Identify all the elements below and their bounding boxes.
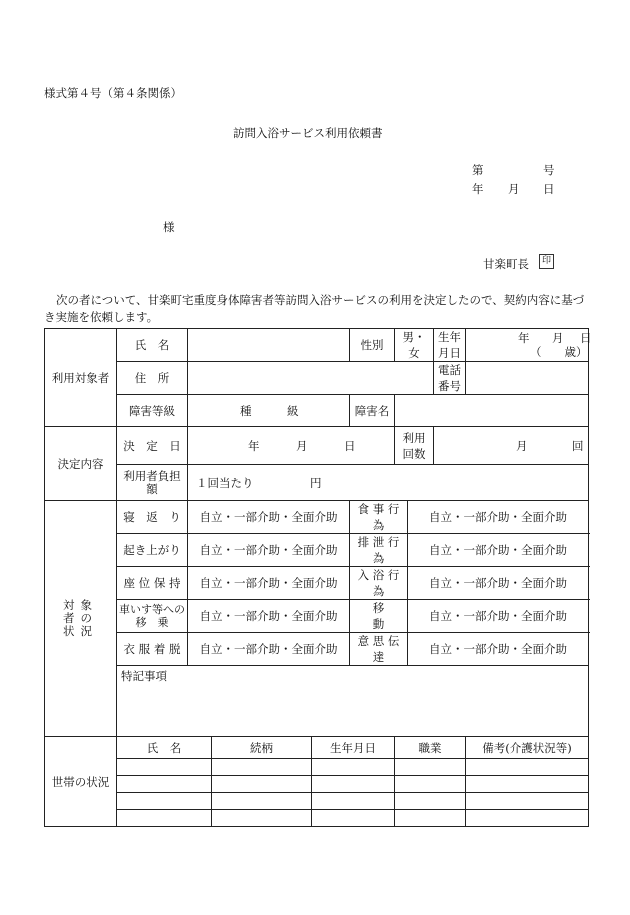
disability-name-label: 障害名	[350, 395, 395, 427]
status-label-a: 衣 服 着 脱	[117, 633, 188, 666]
usage-count-field[interactable]	[434, 427, 589, 465]
name-label: 氏 名	[117, 329, 188, 362]
addressee: 様	[163, 220, 175, 234]
status-label-a: 車いす等への 移 乗	[117, 600, 188, 633]
dec-day: 日	[344, 439, 356, 453]
status-value-b[interactable]: 自立・一部介助・全面介助	[408, 633, 589, 666]
address-label: 住 所	[117, 362, 188, 395]
household-header-job: 職業	[395, 737, 466, 759]
status-value-b[interactable]: 自立・一部介助・全面介助	[408, 567, 589, 600]
dec-month: 月	[296, 439, 308, 453]
status-label-b: 移 動	[350, 600, 408, 633]
household-cell[interactable]	[395, 776, 466, 793]
status-value-b[interactable]: 自立・一部介助・全面介助	[408, 501, 589, 534]
status-value-b[interactable]: 自立・一部介助・全面介助	[408, 600, 589, 633]
notes-label: 特記事項	[121, 669, 167, 683]
body-text-content: 次の者について、甘楽町宅重度身体障害者等訪問入浴サービスの利用を決定したので、契約内容に基づき実施を依頼します。	[44, 293, 585, 324]
form-number: 様式第４号（第４条関係）	[44, 86, 182, 100]
notes-field[interactable]	[117, 666, 589, 737]
birth-month: 月	[552, 331, 564, 345]
status-section-label	[45, 501, 117, 737]
household-cell[interactable]	[212, 793, 312, 810]
status-label-a: 起き上がり	[117, 534, 188, 567]
burden-label: 利用者負担額	[117, 465, 188, 501]
phone-label: 電話番号	[434, 362, 466, 395]
sex-value[interactable]: 男・女	[395, 329, 434, 362]
seal-mark	[539, 254, 554, 269]
usage-times: 回	[572, 439, 584, 453]
dec-year: 年	[248, 439, 260, 453]
status-value-a[interactable]: 自立・一部介助・全面介助	[188, 633, 350, 666]
body-text	[44, 292, 588, 326]
household-cell[interactable]	[395, 759, 466, 776]
household-cell[interactable]	[117, 759, 212, 776]
request-form-table	[44, 328, 592, 827]
status-label-b: 入 浴 行 為	[350, 567, 408, 600]
burden-field[interactable]	[188, 465, 589, 501]
sex-label: 性別	[350, 329, 395, 362]
household-header-relation: 続柄	[212, 737, 312, 759]
seal-text: 印	[541, 256, 551, 266]
household-cell[interactable]	[312, 759, 395, 776]
date-day: 日	[543, 182, 555, 196]
household-cell[interactable]	[117, 793, 212, 810]
household-cell[interactable]	[395, 810, 466, 827]
usage-count-label: 利用回数	[395, 427, 434, 465]
household-cell[interactable]	[117, 776, 212, 793]
household-cell[interactable]	[312, 776, 395, 793]
status-label-a: 寝 返 り	[117, 501, 188, 534]
household-cell[interactable]	[466, 810, 589, 827]
household-header-notes: 備考(介護状況等)	[466, 737, 589, 759]
household-cell[interactable]	[466, 759, 589, 776]
usage-month: 月	[516, 439, 528, 453]
birth-day: 日	[580, 331, 592, 345]
household-header-birthdate: 生年月日	[312, 737, 395, 759]
household-cell[interactable]	[466, 776, 589, 793]
doc-number-prefix: 第	[472, 163, 484, 177]
status-value-a[interactable]: 自立・一部介助・全面介助	[188, 534, 350, 567]
household-cell[interactable]	[212, 759, 312, 776]
status-label-b: 食 事 行 為	[350, 501, 408, 534]
household-cell[interactable]	[312, 793, 395, 810]
decision-date-label: 決 定 日	[117, 427, 188, 465]
doc-number-suffix: 号	[543, 163, 555, 177]
status-section-text: 対象者の状況	[63, 598, 98, 638]
disability-grade-field[interactable]	[188, 395, 350, 427]
name-field[interactable]	[188, 329, 350, 362]
disability-name-field[interactable]	[395, 395, 589, 427]
household-cell[interactable]	[466, 793, 589, 810]
status-label-b: 意 思 伝 達	[350, 633, 408, 666]
issuer: 甘楽町長	[483, 257, 529, 271]
date-year: 年	[472, 182, 484, 196]
burden-unit: 円	[310, 476, 322, 490]
status-label-b: 排 泄 行 為	[350, 534, 408, 567]
burden-value: １回当たり	[196, 476, 254, 490]
status-label-a: 座 位 保 持	[117, 567, 188, 600]
date-month: 月	[508, 182, 520, 196]
status-value-b[interactable]: 自立・一部介助・全面介助	[408, 534, 589, 567]
household-header-name: 氏 名	[117, 737, 212, 759]
document-title: 訪問入浴サービス利用依頼書	[233, 126, 383, 140]
household-section-label: 世帯の状況	[45, 737, 117, 827]
status-value-a[interactable]: 自立・一部介助・全面介助	[188, 501, 350, 534]
birth-year: 年	[518, 331, 530, 345]
age: （ 歳）	[530, 345, 588, 359]
disability-grade-label: 障害等級	[117, 395, 188, 427]
phone-field[interactable]	[466, 362, 589, 395]
household-cell[interactable]	[117, 810, 212, 827]
user-section-label: 利用対象者	[45, 329, 117, 427]
address-field[interactable]	[188, 362, 434, 395]
status-value-a[interactable]: 自立・一部介助・全面介助	[188, 600, 350, 633]
status-value-a[interactable]: 自立・一部介助・全面介助	[188, 567, 350, 600]
decision-date-field[interactable]	[188, 427, 395, 465]
household-cell[interactable]	[395, 793, 466, 810]
household-cell[interactable]	[312, 810, 395, 827]
grade-shu: 種	[240, 404, 252, 418]
birthdate-field[interactable]	[466, 329, 592, 362]
decision-section-label: 決定内容	[45, 427, 117, 501]
household-cell[interactable]	[212, 810, 312, 827]
household-cell[interactable]	[212, 776, 312, 793]
birthdate-label: 生年月日	[434, 329, 466, 362]
grade-kyu: 級	[287, 404, 299, 418]
